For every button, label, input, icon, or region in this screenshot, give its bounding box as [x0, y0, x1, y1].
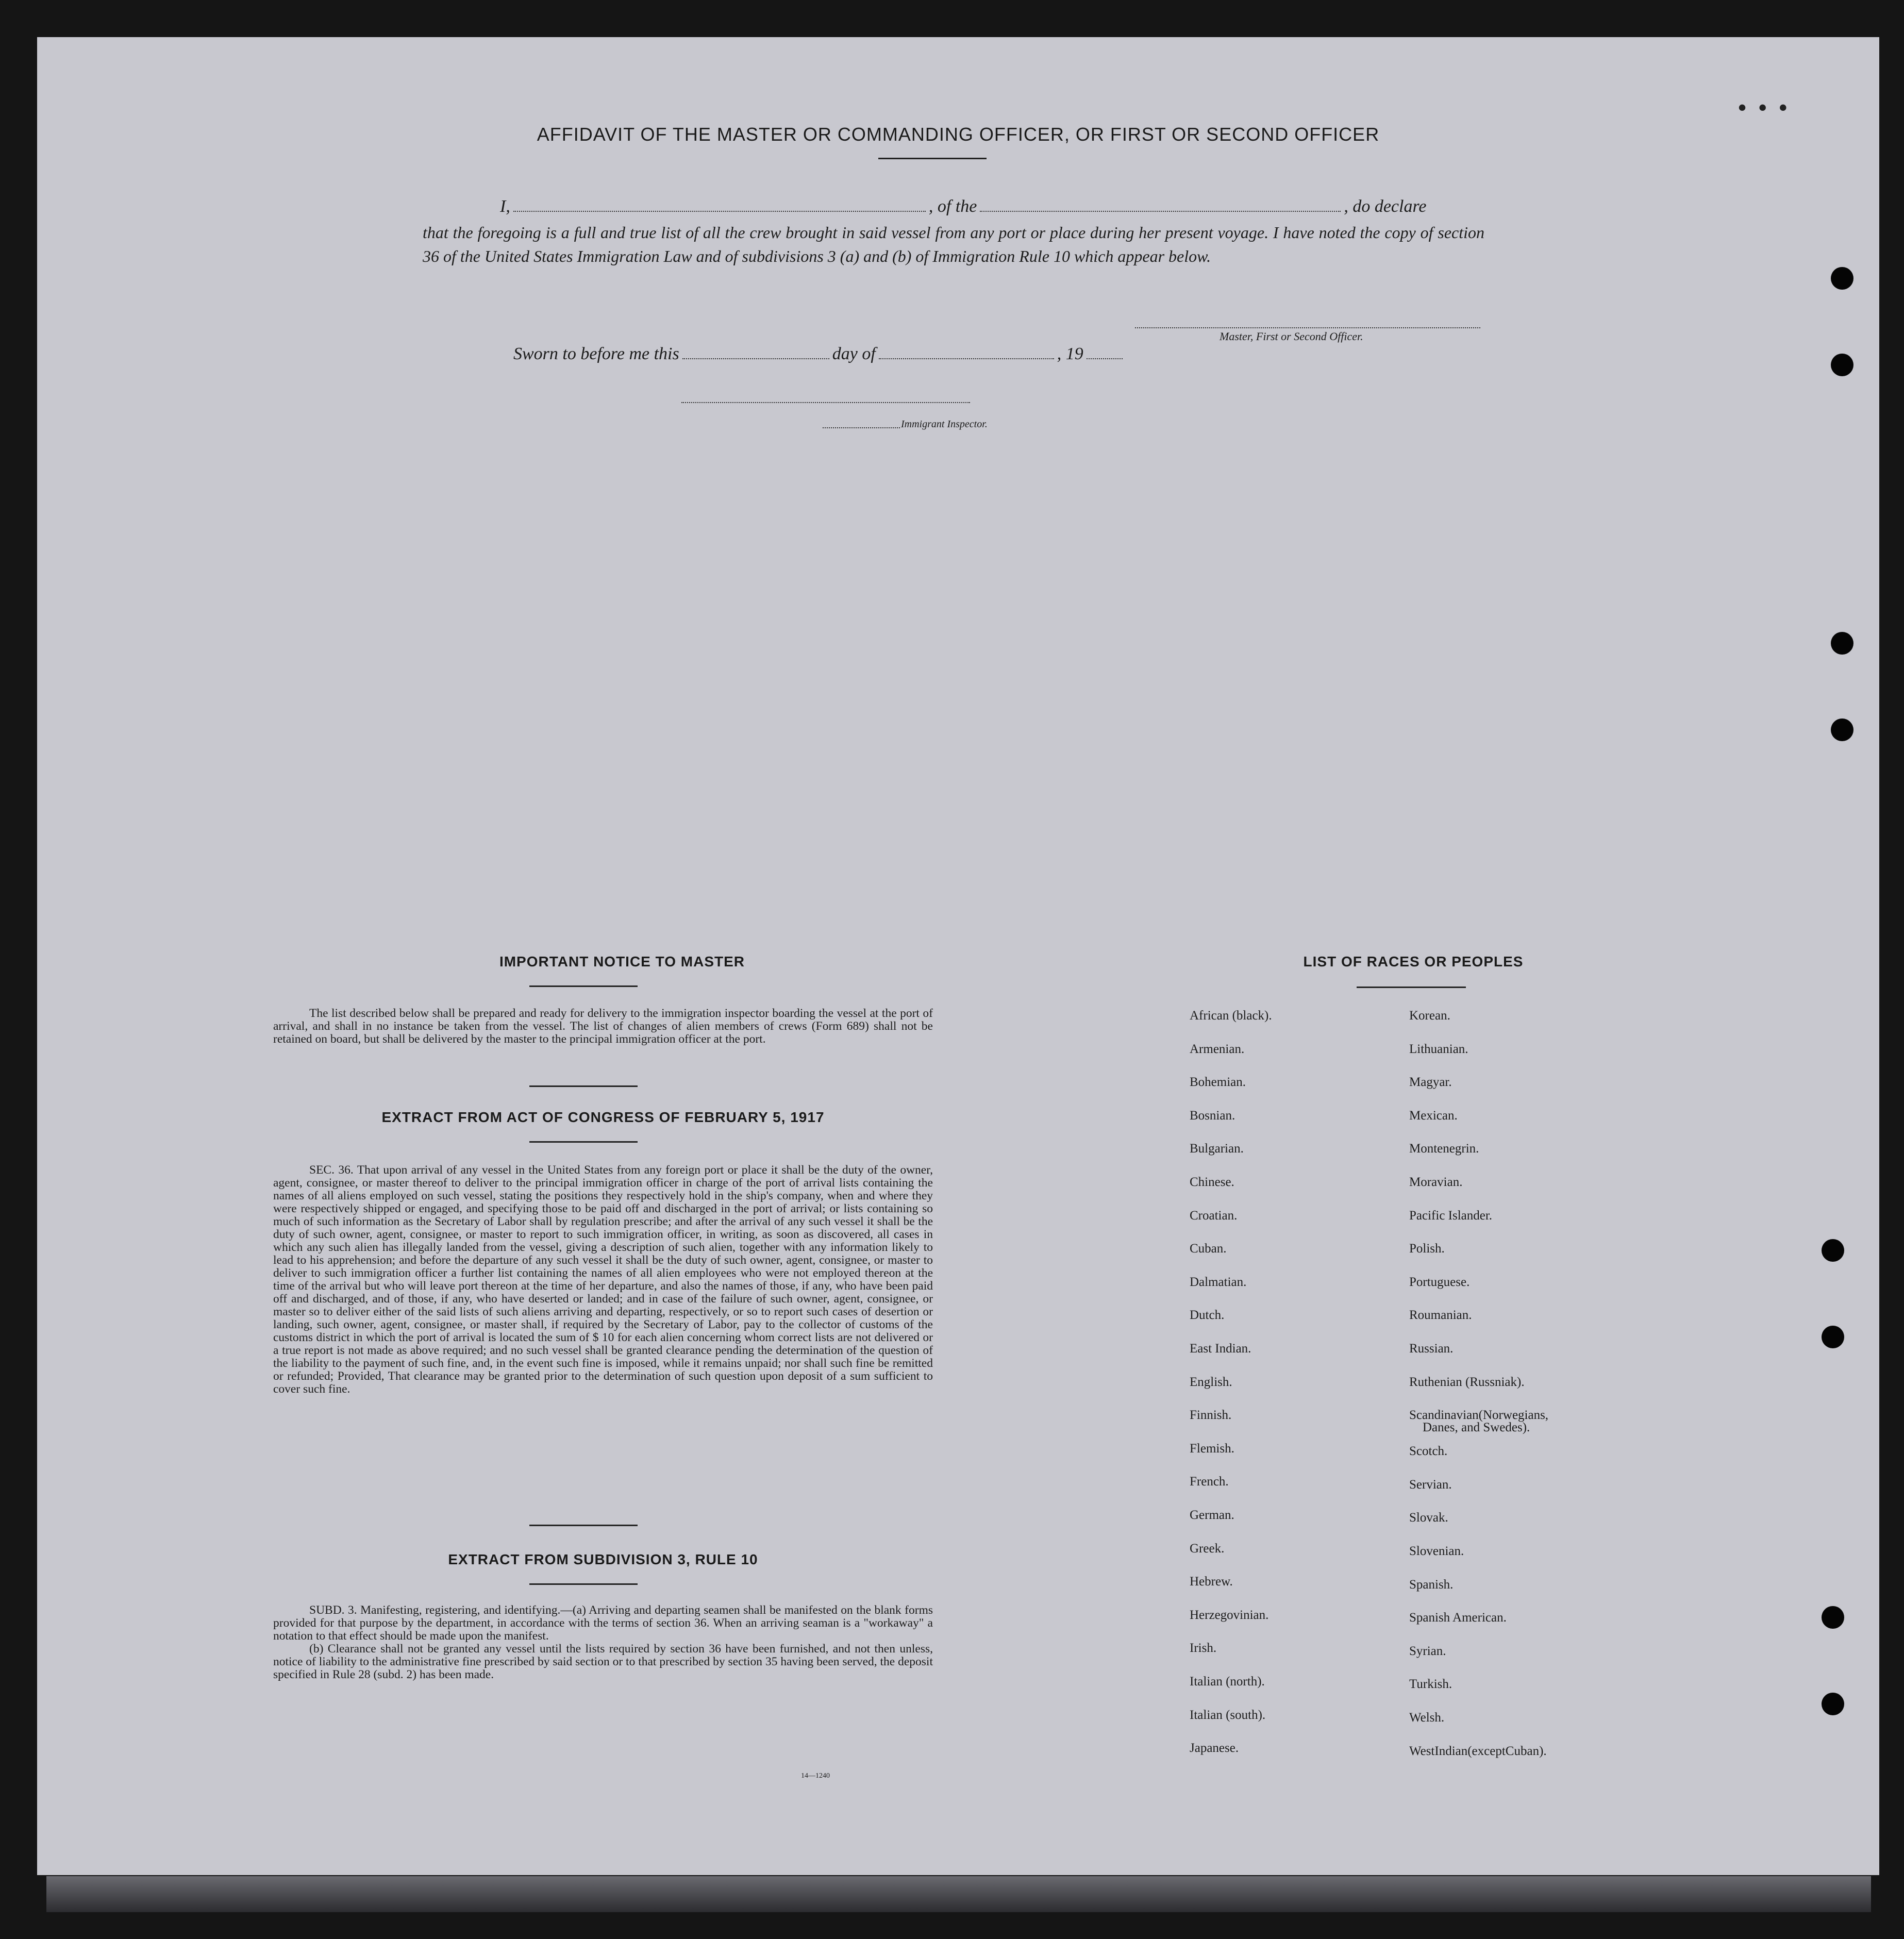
title-divider [878, 158, 987, 159]
race-item: Finnish. [1190, 1408, 1232, 1423]
binder-hole [1822, 1326, 1844, 1348]
race-item: Spanish American. [1409, 1611, 1507, 1625]
binder-hole [1822, 1239, 1844, 1262]
race-item: Chinese. [1190, 1175, 1234, 1189]
race-item: Montenegrin. [1409, 1142, 1479, 1156]
year-blank [1087, 358, 1123, 359]
inspector-label-leader [823, 427, 900, 428]
races-title: LIST OF RACES OR PEOPLES [1303, 954, 1524, 970]
master-signature-line [1135, 327, 1480, 328]
binder-hole [1831, 267, 1853, 290]
race-item: East Indian. [1190, 1342, 1251, 1356]
race-item: WestIndian(exceptCuban). [1409, 1744, 1547, 1758]
race-item: Moravian. [1409, 1175, 1463, 1189]
race-item: Bohemian. [1190, 1075, 1246, 1090]
race-item: Japanese. [1190, 1741, 1239, 1756]
race-item: Turkish. [1409, 1677, 1452, 1692]
race-item: African (black). [1190, 1009, 1272, 1023]
binder-hole [1831, 632, 1853, 655]
sworn-line [513, 344, 1126, 364]
race-item: Russian. [1409, 1342, 1454, 1356]
race-item: Magyar. [1409, 1075, 1452, 1090]
corner-mark: • • • [1738, 94, 1791, 121]
race-item: Cuban. [1190, 1242, 1227, 1256]
race-item: Syrian. [1409, 1644, 1446, 1658]
race-item: Polish. [1409, 1242, 1445, 1256]
race-item: Scotch. [1409, 1444, 1448, 1459]
affidavit-of-the: , of the [928, 197, 977, 216]
race-item: English. [1190, 1375, 1232, 1389]
act-divider-bottom [529, 1141, 638, 1143]
race-item: Bosnian. [1190, 1108, 1235, 1123]
notice-paragraph: The list described below shall be prepared and ready for delivery to the immigration inspector boarding the vessel at the port of arrival, and shall in no instance be taken from the vessel. The list of changes of alien members of crews (Form 689) shall not be retained on board, but shall be delivered by the master to the principal immigration officer at the port. [273, 1007, 933, 1046]
race-item: Herzegovinian. [1190, 1608, 1269, 1622]
page-edge [46, 1876, 1871, 1912]
day-blank [682, 358, 829, 359]
affidavit-title: AFFIDAVIT OF THE MASTER OR COMMANDING OFFICER, OR FIRST OR SECOND OFFICER [537, 124, 1380, 145]
race-item: Servian. [1409, 1477, 1452, 1492]
rule-paragraph-b: (b) Clearance shall not be granted any vessel until the lists required by section 36 have been furnished, and not then unless, notice of liability to the administrative fine prescribed by said section or to that prescribed by section 35 having been served, the deposit specified in Rule 28 (subd. 2) has been made. [273, 1642, 933, 1681]
race-item: Pacific Islander. [1409, 1208, 1493, 1223]
sworn-start: Sworn to before me this [513, 344, 679, 363]
race-item: Greek. [1190, 1541, 1225, 1556]
race-item: Lithuanian. [1409, 1042, 1468, 1056]
race-item: Spanish. [1409, 1577, 1454, 1592]
affidavit-body: that the foregoing is a full and true list of all the crew brought in said vessel from any port or place during her present voyage. I have noted the copy of section 36 of the United States Immigration Law and of subdivisions 3 (a) and (b) of Immigration Rule 10 which appear below. [423, 223, 1484, 265]
race-item: Ruthenian (Russniak). [1409, 1375, 1525, 1389]
race-item: Dutch. [1190, 1308, 1225, 1323]
race-item: Croatian. [1190, 1208, 1238, 1223]
race-item: Korean. [1409, 1009, 1450, 1023]
race-item: Scandinavian(Norwegians, [1409, 1408, 1549, 1423]
race-item: Slovak. [1409, 1511, 1448, 1525]
race-item: Mexican. [1409, 1108, 1458, 1123]
binder-hole [1822, 1693, 1844, 1715]
rule-divider-top [529, 1525, 638, 1526]
race-item: Portuguese. [1409, 1275, 1470, 1289]
race-item: German. [1190, 1508, 1234, 1522]
document-page [37, 37, 1879, 1875]
race-item: Welsh. [1409, 1711, 1445, 1725]
race-item: Armenian. [1190, 1042, 1245, 1056]
inspector-signature-line [681, 402, 970, 403]
binder-hole [1831, 354, 1853, 376]
act-paragraph: SEC. 36. That upon arrival of any vessel in the United States from any foreign port or place it shall be the duty of the owner, agent, consignee, or master thereof to deliver to the principal immigration officer in charge of the port of arrival lists containing the names of all aliens employed on such vessel, stating the positions they respectively hold in the ship's company, when and where they were respectively shipped or engaged, and specifying those to be paid off and discharged in the port of arrival; or lists containing so much of such information as the Secretary of Labor shall by regulation prescribe; and after the arrival of any such vessel it shall be the duty of such owner, agent, consignee, or master to report to such immigration officer, in writing, as soon as discovered, all cases in which any such alien has illegally landed from the vessel, giving a description of such alien, together with any information likely to lead to his apprehension; and before the departure of any such vessel it shall be the duty of such owner, agent, consignee, or master to deliver to such immigration officer a further list containing the names of all alien employees who were not employed thereon at the time of the arrival but who will leave port thereon at the time of her departure, and also the names of those, if any, who have been paid off and discharged, and of those, if any, who have deserted or landed; and in case of the failure of such owner, agent, consignee, or master so to deliver either of the said lists of such aliens arriving and departing, respectively, or so to report such cases of desertion or landing, such owner, agent, consignee, or master shall, if required by the Secretary of Labor, pay to the collector of customs of the customs district in which the port of arrival is located the sum of $ 10 for each alien concerning whom correct lists are not delivered or a true report is not made as above required; and no such vessel shall be granted clearance pending the determination of the question of the liability to the payment of such fine, and, in the event such fine is imposed, while it remains unpaid; nor shall such fine be remitted or refunded; Provided, That clearance may be granted prior to the determination of such question upon deposit of a sum sufficient to cover such fine. [273, 1163, 933, 1396]
master-signature-label: Master, First or Second Officer. [1220, 330, 1363, 343]
act-extract-text [273, 1164, 933, 1396]
month-blank [879, 358, 1054, 359]
race-item: Bulgarian. [1190, 1142, 1244, 1156]
race-item: French. [1190, 1475, 1229, 1489]
races-divider [1357, 987, 1466, 988]
affidavit-declare: , do declare [1344, 197, 1427, 216]
rule-divider-bottom [529, 1583, 638, 1585]
notice-text [273, 1007, 933, 1046]
binder-hole [1831, 718, 1853, 741]
notice-title: IMPORTANT NOTICE TO MASTER [499, 954, 745, 970]
inspector-label: Immigrant Inspector. [901, 419, 988, 430]
race-item: Italian (north). [1190, 1675, 1265, 1689]
act-divider-top [529, 1085, 638, 1087]
race-item: Irish. [1190, 1641, 1217, 1656]
notice-divider [529, 985, 638, 987]
act-extract-title: EXTRACT FROM ACT OF CONGRESS OF FEBRUARY 5, 1917 [381, 1109, 825, 1125]
race-item: Dalmatian. [1190, 1275, 1247, 1289]
affidavit-line-1 [500, 197, 1427, 216]
race-item: Roumanian. [1409, 1308, 1472, 1323]
form-number: 14—1240 [801, 1772, 830, 1780]
name-blank [513, 210, 926, 212]
rule-paragraph-a: SUBD. 3. Manifesting, registering, and identifying.—(a) Arriving and departing seamen shall be manifested on the blank forms provided for that purpose by the department, in accordance with the terms of section 36. When an arriving seaman is a "workaway" a notation to that effect should be made upon the manifest. [273, 1603, 933, 1643]
race-item-continuation: Danes, and Swedes). [1423, 1420, 1530, 1435]
binder-hole [1822, 1606, 1844, 1629]
rule-extract-title: EXTRACT FROM SUBDIVISION 3, RULE 10 [448, 1551, 758, 1567]
sworn-year: , 19 [1057, 344, 1083, 363]
sworn-day: day of [832, 344, 876, 363]
affidavit-i: I, [500, 197, 510, 216]
race-item: Flemish. [1190, 1441, 1234, 1456]
race-item: Slovenian. [1409, 1544, 1464, 1558]
race-item: Italian (south). [1190, 1708, 1266, 1722]
race-item: Hebrew. [1190, 1575, 1233, 1589]
rule-extract-text [273, 1604, 933, 1681]
vessel-blank [980, 210, 1341, 212]
